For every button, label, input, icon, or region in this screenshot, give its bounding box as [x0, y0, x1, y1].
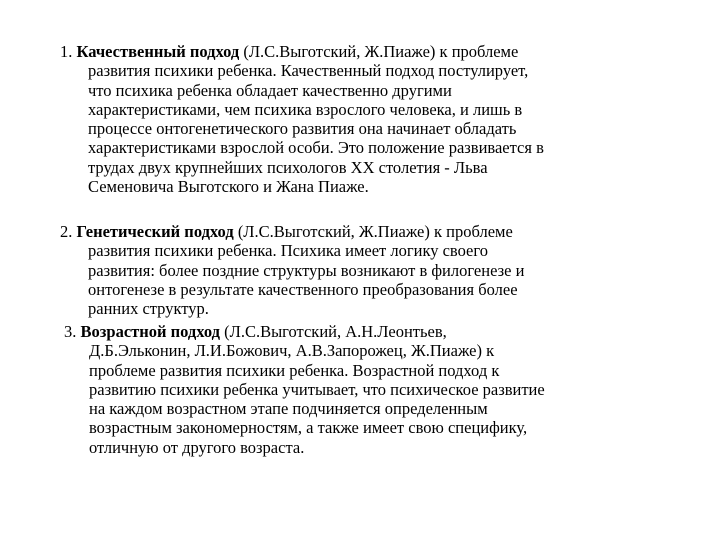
line-text: характеристиками взрослой особи. Это положение развивается в	[88, 138, 544, 158]
line-text: на каждом возрастном этапе подчиняется определенным	[89, 399, 488, 419]
paragraph-first-line	[60, 42, 650, 61]
paragraph-first-line	[60, 222, 650, 241]
line-text: Д.Б.Эльконин, Л.И.Божович, А.В.Запорожец, Ж.Пиаже) к	[89, 341, 495, 361]
paragraph-qualitative-approach	[60, 42, 650, 196]
line-text: отличную от другого возраста.	[89, 437, 305, 457]
item-number: 3.	[64, 322, 81, 341]
item-number: 2.	[60, 222, 77, 241]
item-number: 1.	[60, 42, 77, 61]
line-text: развития: более поздние структуры возникают в филогенезе и	[88, 260, 525, 280]
line-text: Семеновича Выготского и Жана Пиаже.	[88, 177, 369, 197]
line-text: трудах двух крупнейших психологов XX столетия - Льва	[88, 157, 488, 177]
line-text: процессе онтогенетического развития она начинает обладать	[88, 119, 517, 139]
line-text: (Л.С.Выготский, Ж.Пиаже) к проблеме	[239, 42, 519, 61]
line-text: ранних структур.	[88, 299, 209, 319]
term-qualitative-approach: Качественный подход	[76, 42, 240, 61]
paragraph-first-line	[64, 322, 654, 341]
line-text: (Л.С.Выготский, Ж.Пиаже) к проблеме	[233, 222, 513, 241]
line-text: характеристиками, чем психика взрослого человека, и лишь в	[88, 99, 523, 119]
line-text: (Л.С.Выготский, А.Н.Леонтьев,	[220, 322, 447, 341]
paragraph-genetic-approach	[60, 222, 650, 318]
line-text: развития психики ребенка. Психика имеет логику своего	[88, 241, 488, 261]
line-text: возрастным закономерностям, а также имеет свою специфику,	[89, 418, 528, 438]
line-text: что психика ребенка обладает качественно другими	[88, 80, 452, 100]
term-genetic-approach: Генетический подход	[76, 222, 234, 241]
line-text: развития психики ребенка. Качественный подход постулирует,	[88, 61, 529, 81]
paragraph-age-approach	[64, 322, 654, 457]
line-text: онтогенезе в результате качественного преобразования более	[88, 279, 518, 299]
line-text: развитию психики ребенка учитывает, что психическое развитие	[89, 379, 545, 399]
term-age-approach: Возрастной подход	[80, 322, 221, 341]
line-text: проблеме развития психики ребенка. Возрастной подход к	[89, 360, 500, 380]
